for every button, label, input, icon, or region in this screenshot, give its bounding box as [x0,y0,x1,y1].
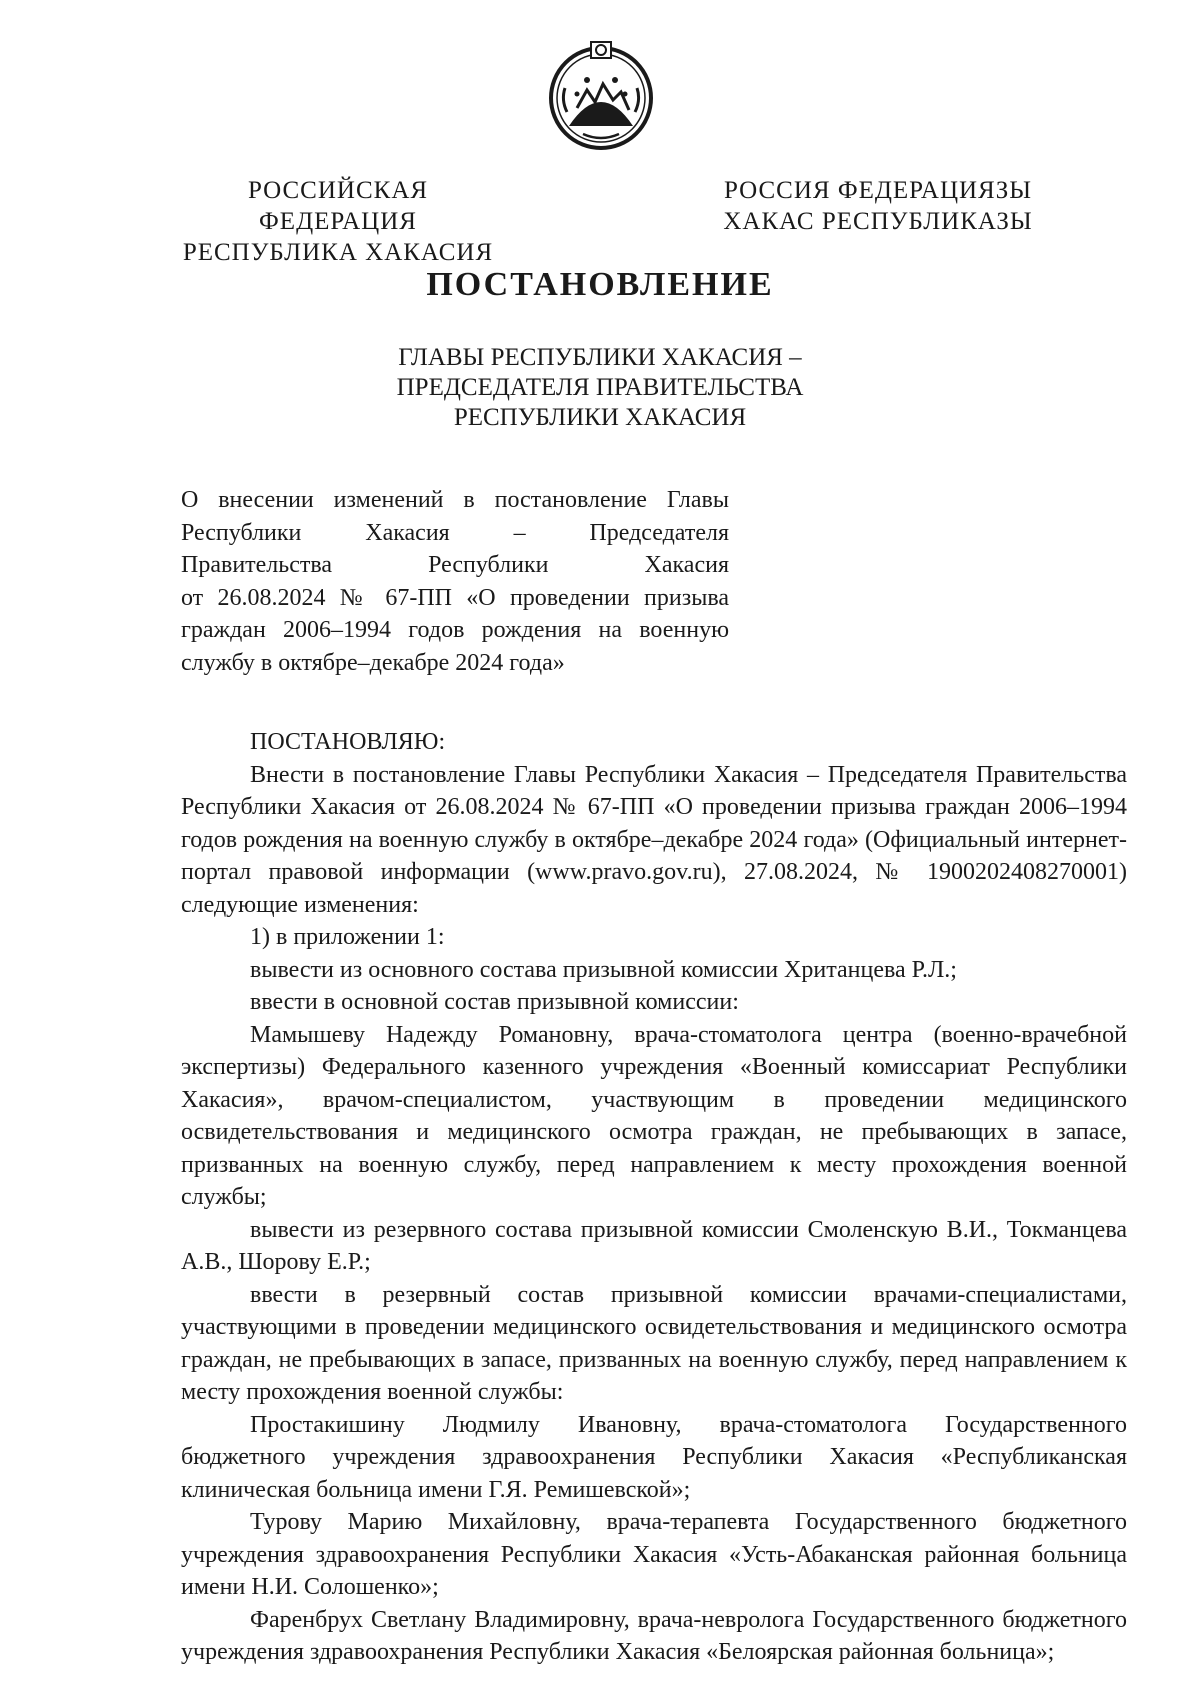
header-right-line-1: РОССИЯ ФЕДЕРАЦИЯЗЫ [723,177,1033,204]
subject-line-2: Республики Хакасия – Председателя [181,519,729,546]
document-body [181,726,1127,1669]
header-right-line-2: ХАКАС РЕСПУБЛИКАЗЫ [723,208,1033,235]
subtitle-line-3: РЕСПУБЛИКИ ХАКАСИЯ [453,404,747,431]
header-right [708,175,1048,237]
decree-word: ПОСТАНОВЛЯЮ: [250,729,446,755]
body-paragraph: 1) в приложении 1: [250,924,445,950]
subject-line-6: службу в октябре–декабре 2024 года» [181,649,565,676]
body-paragraph: Мамышеву Надежду Романовну, врача-стоматолога центра (военно-врачебной экспертизы) Федерального казенного учреждения «Военный комиссариат Республики Хакасия», врачом-специалистом, участвующим в проведении медицинского освидетельствования и медицинского осмотра граждан, не пребывающих в запасе, призванных на военную службу, перед направлением к месту прохождения военной службы; [181,1021,1127,1210]
body-paragraph: ввести в резервный состав призывной комиссии врачами-специалистами, участвующими в проведении медицинского освидетельствования и медицинского осмотра граждан, не пребывающих в запасе, призванных на военную службу, перед направлением к месту прохождения военной службы: [181,1281,1127,1405]
body-paragraph: Внести в постановление Главы Республики Хакасия – Председателя Правительства Республики Хакасия от 26.08.2024 № 67-ПП «О проведении призыва граждан 2006–1994 годов рождения на военную службу в октябре–декабре 2024 года» (Официальный интернет-портал правовой информации (www.pravo.gov.ru), 27.08.2024, № 1900202408270001) следующие изменения: [181,761,1127,918]
document-title: ПОСТАНОВЛЕНИЕ [426,266,774,303]
subject-line-5: граждан 2006–1994 годов рождения на военную [181,617,729,643]
issuer-subtitle [0,343,1200,433]
body-paragraph: Простакишину Людмилу Ивановну, врача-стоматолога Государственного бюджетного учреждения здравоохранения Республики Хакасия «Республиканская клиническая больница имени Г.Я. Ремишевской»; [181,1411,1127,1503]
body-paragraph: вывести из основного состава призывной комиссии Хританцева Р.Л.; [250,956,957,983]
header-left [168,175,508,268]
subtitle-line-1: ГЛАВЫ РЕСПУБЛИКИ ХАКАСИЯ – [398,344,802,371]
subject-line-1: О внесении изменений в постановление Главы [181,487,729,513]
subtitle-line-2: ПРЕДСЕДАТЕЛЯ ПРАВИТЕЛЬСТВА [396,374,804,401]
coat-of-arms-icon [547,38,655,154]
body-paragraph: Фаренбрух Светлану Владимировну, врача-невролога Государственного бюджетного учреждения здравоохранения Республики Хакасия «Белоярская районная больница»; [181,1606,1127,1665]
body-paragraph: ввести в основной состав призывной комиссии: [250,989,739,1015]
header-left-line-2: РЕСПУБЛИКА ХАКАСИЯ [182,239,494,266]
subject-line-4: от 26.08.2024 № 67-ПП «О проведении призыва [181,584,729,611]
subject-block [181,484,729,679]
body-paragraph: Турову Марию Михайловну, врача-терапевта Государственного бюджетного учреждения здравоохранения Республики Хакасия «Усть-Абаканская районная больница имени Н.И. Солошенко»; [181,1509,1127,1600]
header-left-line-1: РОССИЙСКАЯ ФЕДЕРАЦИЯ [247,177,429,235]
body-paragraph: вывести из резервного состава призывной комиссии Смоленскую В.И., Токманцева А.В., Шорову Е.Р.; [181,1216,1127,1275]
subject-line-3: Правительства Республики Хакасия [181,552,729,578]
